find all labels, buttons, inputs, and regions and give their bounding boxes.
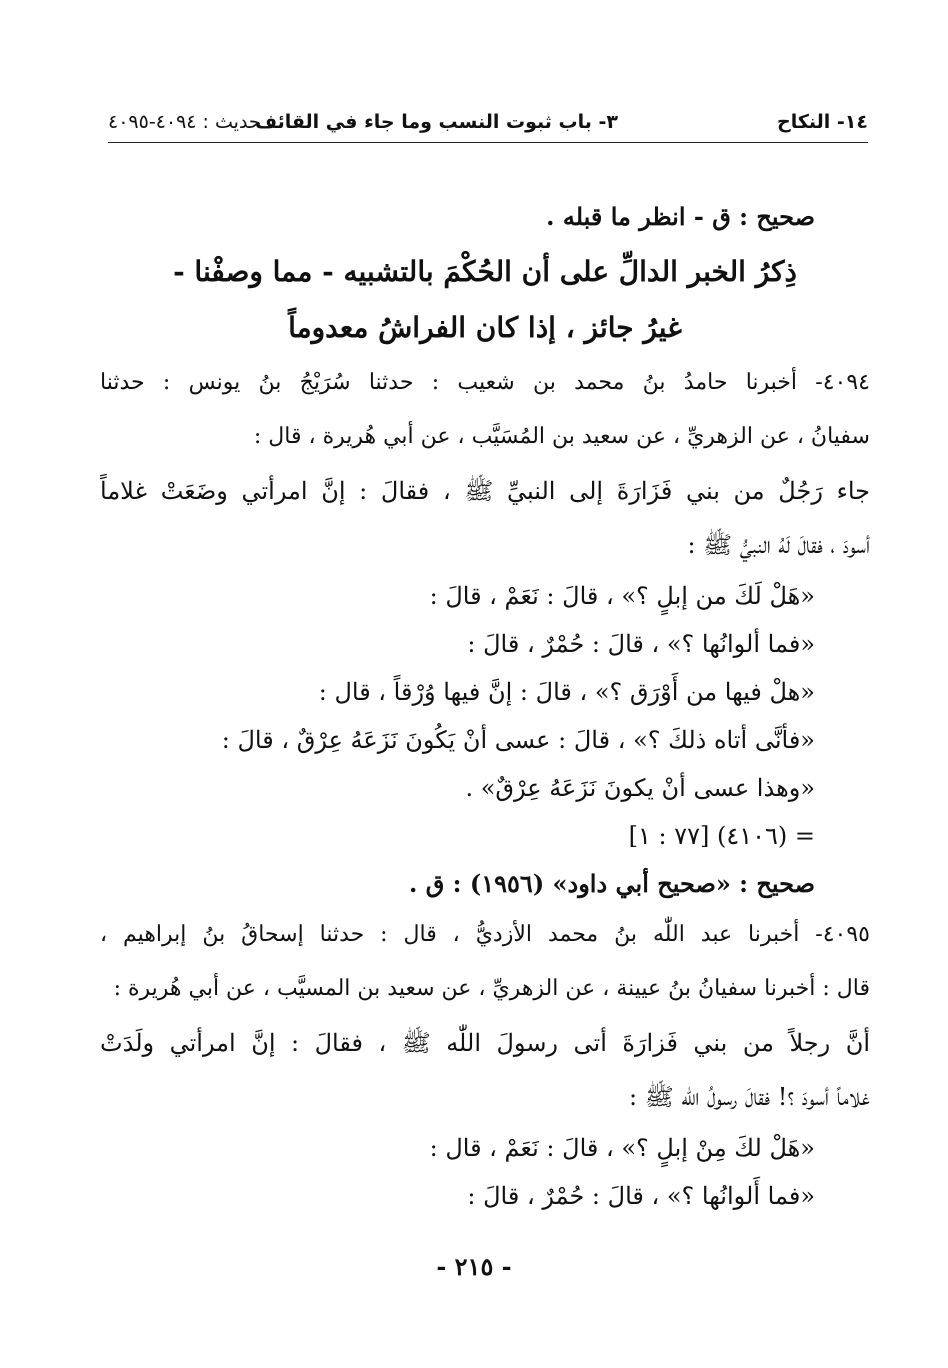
hadith-4095-matn-1: أنَّ رجلاً من بني فَزارَةَ أتى رسولَ اللّٰه ﷺ ، فقالَ : إنَّ امرأتي ولَدَتْ <box>100 1029 870 1057</box>
hadith-4094-dialogue-2: «فما ألوانُها ؟» ، قالَ : حُمْرٌ ، قالَ : <box>467 630 815 658</box>
header-section: ٣- باب ثبوت النسب وما جاء في القائف <box>254 111 618 133</box>
chapter-title-line-1: ذِكرُ الخبر الدالِّ على أن الحُكْمَ بالتشبيه - مما وصفْنا - <box>173 255 797 288</box>
hadith-4094-dialogue-4: «فأنَّى أتاه ذلكَ ؟» ، قالَ : عسى أنْ يَكُونَ نَزَعَهُ عِرْقٌ ، قالَ : <box>221 726 815 754</box>
chapter-title-line-2: غيرُ جائز ، إذا كان الفراشُ معدوماً <box>288 311 682 344</box>
page-body <box>100 190 870 1220</box>
header-hadith-range: حديث : ٤٠٩٤-٤٠٩٥ <box>108 111 261 133</box>
hadith-4094-dialogue-1: «هَلْ لَكَ من إبلٍ ؟» ، قالَ : نَعَمْ ، قالَ : <box>429 582 815 610</box>
hadith-4094-dialogue-3: «هلْ فيها من أَوْرَق ؟» ، قالَ : إنَّ فيها وُرْقاً ، قال : <box>318 678 815 706</box>
hadith-4095-isnad-1: ٤٠٩٥- أخبرنا عبد اللّٰه بنُ محمد الأزديُّ ، قال : حدثنا إسحاقُ بنُ إبراهيم ، <box>100 922 870 947</box>
header-chapter: ١٤- النكاح <box>777 111 868 133</box>
header-divider <box>108 142 868 143</box>
hadith-4094-isnad-1: ٤٠٩٤- أخبرنا حامدُ بنُ محمد بن شعيب : حدثنا سُرَيْجُ بنُ يونس : حدثنا <box>100 370 870 395</box>
cross-reference: = (٤١٠٦) [٧٧ : ١] <box>628 822 815 850</box>
grading-line-2: صحيح : «صحيح أبي داود» (١٩٥٦) : ق . <box>408 869 815 898</box>
hadith-4095-isnad-2: قال : أخبرنا سفيانُ بنُ عيينة ، عن الزهريِّ ، عن سعيد بن المسيَّب ، عن أبي هُريرة : <box>113 976 870 1001</box>
hadith-4094-dialogue-5: «وهذا عسى أنْ يكونَ نَزَعَهُ عِرْقٌ» . <box>465 774 815 802</box>
hadith-4095-dialogue-1: «هَلْ لكَ مِنْ إبلٍ ؟» ، قالَ : نَعَمْ ، قال : <box>429 1134 815 1162</box>
grading-line: صحيح : ق - انظر ما قبله . <box>546 202 815 231</box>
hadith-4094-matn-2: أسودَ ، فقالَ لَهُ النبيُّ ﷺ : <box>687 531 870 559</box>
hadith-4095-dialogue-2: «فما أَلوانُها ؟» ، قالَ : حُمْرٌ ، قالَ : <box>467 1182 815 1210</box>
hadith-4094-isnad-2: سفيانُ ، عن الزهريِّ ، عن سعيد بن المُسَيَّب ، عن أبي هُريرة ، قال : <box>253 424 870 449</box>
hadith-4095-matn-2: غلاماً أسودَ ؟! فقالَ رسولُ اللّٰه ﷺ : <box>629 1083 870 1111</box>
page-number: - ٢١٥ - <box>436 1252 512 1281</box>
hadith-4094-matn-1: جاء رَجُلٌ من بني فَزَارَةَ إلى النبيِّ ﷺ ، فقالَ : إنَّ امرأتي وضَعَتْ غلاماً <box>100 477 870 505</box>
running-header <box>108 105 868 141</box>
